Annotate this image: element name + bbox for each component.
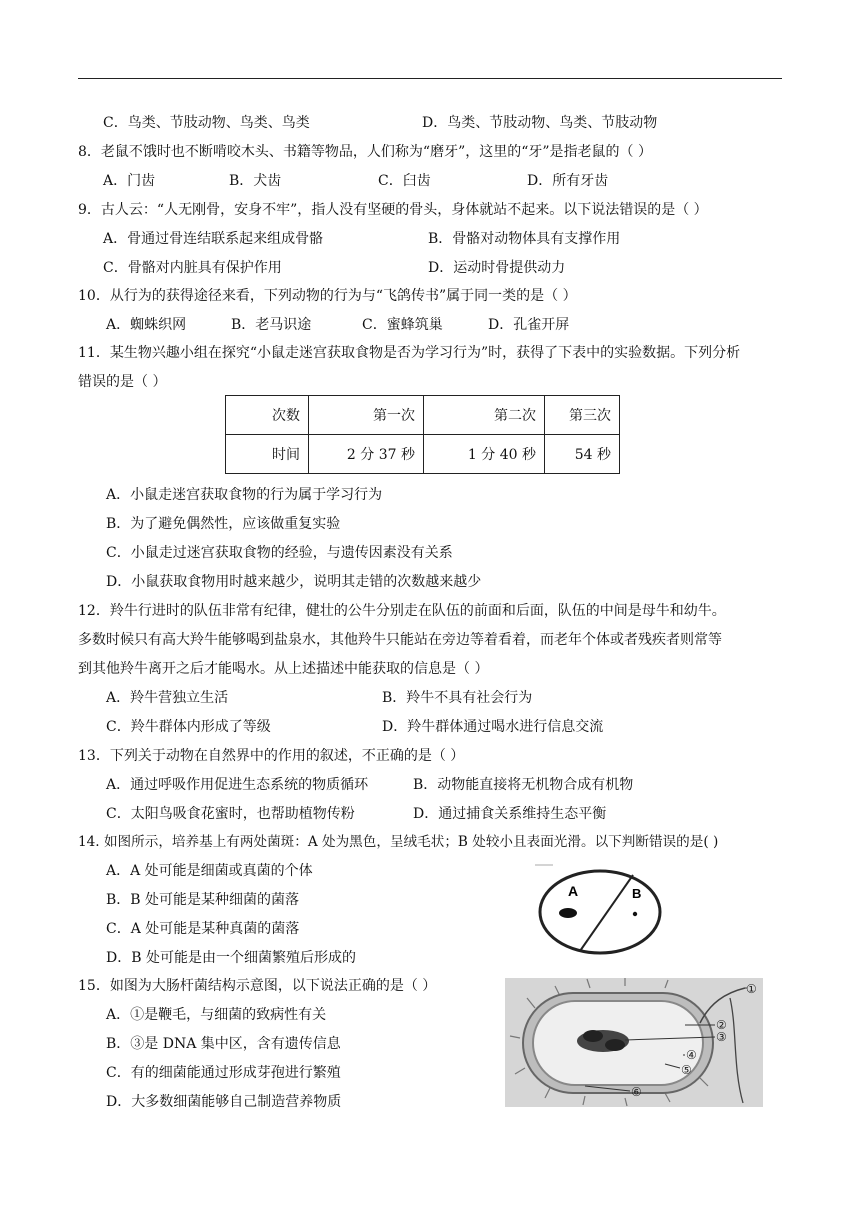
label-b: B bbox=[632, 886, 642, 901]
q15-option-b: B．③是 DNA 集中区，含有遗传信息 bbox=[106, 1036, 341, 1052]
q13-option-b: B．动物能直接将无机物合成有机物 bbox=[413, 777, 634, 793]
q8-option-a: A．门齿 bbox=[103, 173, 156, 189]
q9-option-c: C．骨骼对内脏具有保护作用 bbox=[103, 260, 282, 276]
diagram-label: ④ bbox=[686, 1048, 697, 1062]
q9-option-a: A．骨通过骨连结联系起来组成骨骼 bbox=[103, 231, 324, 247]
q10-stem: 10．从行为的获得途径来看，下列动物的行为与“飞鸽传书”属于同一类的是（ ） bbox=[78, 288, 577, 304]
table-cell: 2 分 37 秒 bbox=[309, 435, 424, 474]
header-rule bbox=[78, 78, 782, 79]
q10-option-d: D．孔雀开屏 bbox=[488, 317, 570, 333]
q11-stem-line1: 11．某生物兴趣小组在探究“小鼠走迷宫获取食物是否为学习行为”时，获得了下表中的实验数据。下列分析 bbox=[78, 345, 741, 361]
diagram-label: ⑤ bbox=[681, 1063, 692, 1077]
q15-option-c: C．有的细菌能通过形成芽孢进行繁殖 bbox=[106, 1065, 341, 1081]
q12-stem-line1: 12．羚牛行进时的队伍非常有纪律，健壮的公牛分别走在队伍的前面和后面，队伍的中间是母牛和幼牛。 bbox=[78, 603, 726, 619]
diagram-label: ① bbox=[746, 982, 757, 996]
q14-stem: 14. 如图所示，培养基上有两处菌斑：A 处为黑色，呈绒毛状；B 处较小且表面光滑。以下判断错误的是( ) bbox=[78, 834, 719, 850]
colony-a bbox=[559, 908, 577, 918]
q11-option-b: B．为了避免偶然性，应该做重复实验 bbox=[106, 516, 341, 532]
table-cell: 时间 bbox=[226, 435, 309, 474]
q10-option-c: C．蜜蜂筑巢 bbox=[362, 317, 443, 333]
q11-data-table bbox=[225, 395, 620, 474]
q8-option-d: D．所有牙齿 bbox=[527, 173, 609, 189]
dna-region bbox=[577, 1030, 629, 1052]
q13-option-a: A．通过呼吸作用促进生态系统的物质循环 bbox=[106, 777, 369, 793]
table-cell: 第二次 bbox=[424, 396, 545, 435]
q9-stem: 9．古人云：“人无刚骨，安身不牢”，指人没有坚硬的骨头，身体就站不起来。以下说法错误的是（ ） bbox=[78, 202, 708, 218]
q12-stem-line2: 多数时候只有高大羚牛能够喝到盐泉水，其他羚牛只能站在旁边等着看着，而老年个体或者残疾者则常等 bbox=[78, 632, 722, 648]
q10-option-a: A．蜘蛛织网 bbox=[106, 317, 187, 333]
q8-stem: 8．老鼠不饿时也不断啃咬木头、书籍等物品，人们称为“磨牙”，这里的“牙”是指老鼠的（ ） bbox=[78, 144, 652, 160]
q12-stem-line3: 到其他羚牛离开之后才能喝水。从上述描述中能获取的信息是（ ） bbox=[78, 661, 489, 677]
q9-option-b: B．骨骼对动物体具有支撑作用 bbox=[428, 231, 621, 247]
q11-option-c: C．小鼠走过迷宫获取食物的经验，与遗传因素没有关系 bbox=[106, 545, 453, 561]
q14-option-c: C．A 处可能是某种真菌的菌落 bbox=[106, 921, 300, 937]
q12-option-a: A．羚牛营独立生活 bbox=[106, 690, 229, 706]
table-cell: 第三次 bbox=[545, 396, 620, 435]
q7-option-c: C．鸟类、节肢动物、鸟类、鸟类 bbox=[103, 115, 310, 131]
label-a: A bbox=[568, 883, 579, 899]
table-row bbox=[226, 396, 620, 435]
q11-option-a: A．小鼠走迷宫获取食物的行为属于学习行为 bbox=[106, 487, 383, 503]
q13-option-d: D．通过捕食关系维持生态平衡 bbox=[413, 806, 607, 822]
q15-option-d: D．大多数细菌能够自己制造营养物质 bbox=[106, 1094, 342, 1110]
q13-option-c: C．太阳鸟吸食花蜜时，也帮助植物传粉 bbox=[106, 806, 355, 822]
q12-option-c: C．羚牛群体内形成了等级 bbox=[106, 719, 271, 735]
table-cell: 第一次 bbox=[309, 396, 424, 435]
q13-stem: 13．下列关于动物在自然界中的作用的叙述，不正确的是（ ） bbox=[78, 748, 465, 764]
q12-option-d: D．羚牛群体通过喝水进行信息交流 bbox=[382, 719, 604, 735]
petri-dish-figure bbox=[535, 860, 665, 960]
q10-option-b: B．老马识途 bbox=[231, 317, 312, 333]
diagram-label: ⑥ bbox=[631, 1085, 642, 1099]
q14-option-a: A．A 处可能是细菌或真菌的个体 bbox=[106, 863, 313, 879]
q8-option-c: C．臼齿 bbox=[378, 173, 431, 189]
q15-stem: 15．如图为大肠杆菌结构示意图，以下说法正确的是（ ） bbox=[78, 978, 437, 994]
q9-option-d: D．运动时骨提供动力 bbox=[428, 260, 566, 276]
table-cell: 54 秒 bbox=[545, 435, 620, 474]
diagram-label: ③ bbox=[716, 1030, 727, 1044]
q11-stem-line2: 错误的是（ ） bbox=[78, 374, 167, 390]
table-cell: 1 分 40 秒 bbox=[424, 435, 545, 474]
q14-option-d: D．B 处可能是由一个细菌繁殖后形成的 bbox=[106, 950, 356, 966]
e-coli-diagram bbox=[505, 978, 763, 1107]
petri-dish-outline bbox=[540, 871, 660, 953]
q15-option-a: A．①是鞭毛，与细菌的致病性有关 bbox=[106, 1007, 327, 1023]
q12-option-b: B．羚牛不具有社会行为 bbox=[382, 690, 533, 706]
colony-b bbox=[633, 912, 637, 916]
q8-option-b: B．犬齿 bbox=[229, 173, 282, 189]
q7-option-d: D．鸟类、节肢动物、鸟类、节肢动物 bbox=[422, 115, 658, 131]
table-cell: 次数 bbox=[226, 396, 309, 435]
table-row bbox=[226, 435, 620, 474]
q11-option-d: D．小鼠获取食物用时越来越少，说明其走错的次数越来越少 bbox=[106, 574, 482, 590]
diagram-label: ② bbox=[716, 1018, 727, 1032]
q14-option-b: B．B 处可能是某种细菌的菌落 bbox=[106, 892, 300, 908]
